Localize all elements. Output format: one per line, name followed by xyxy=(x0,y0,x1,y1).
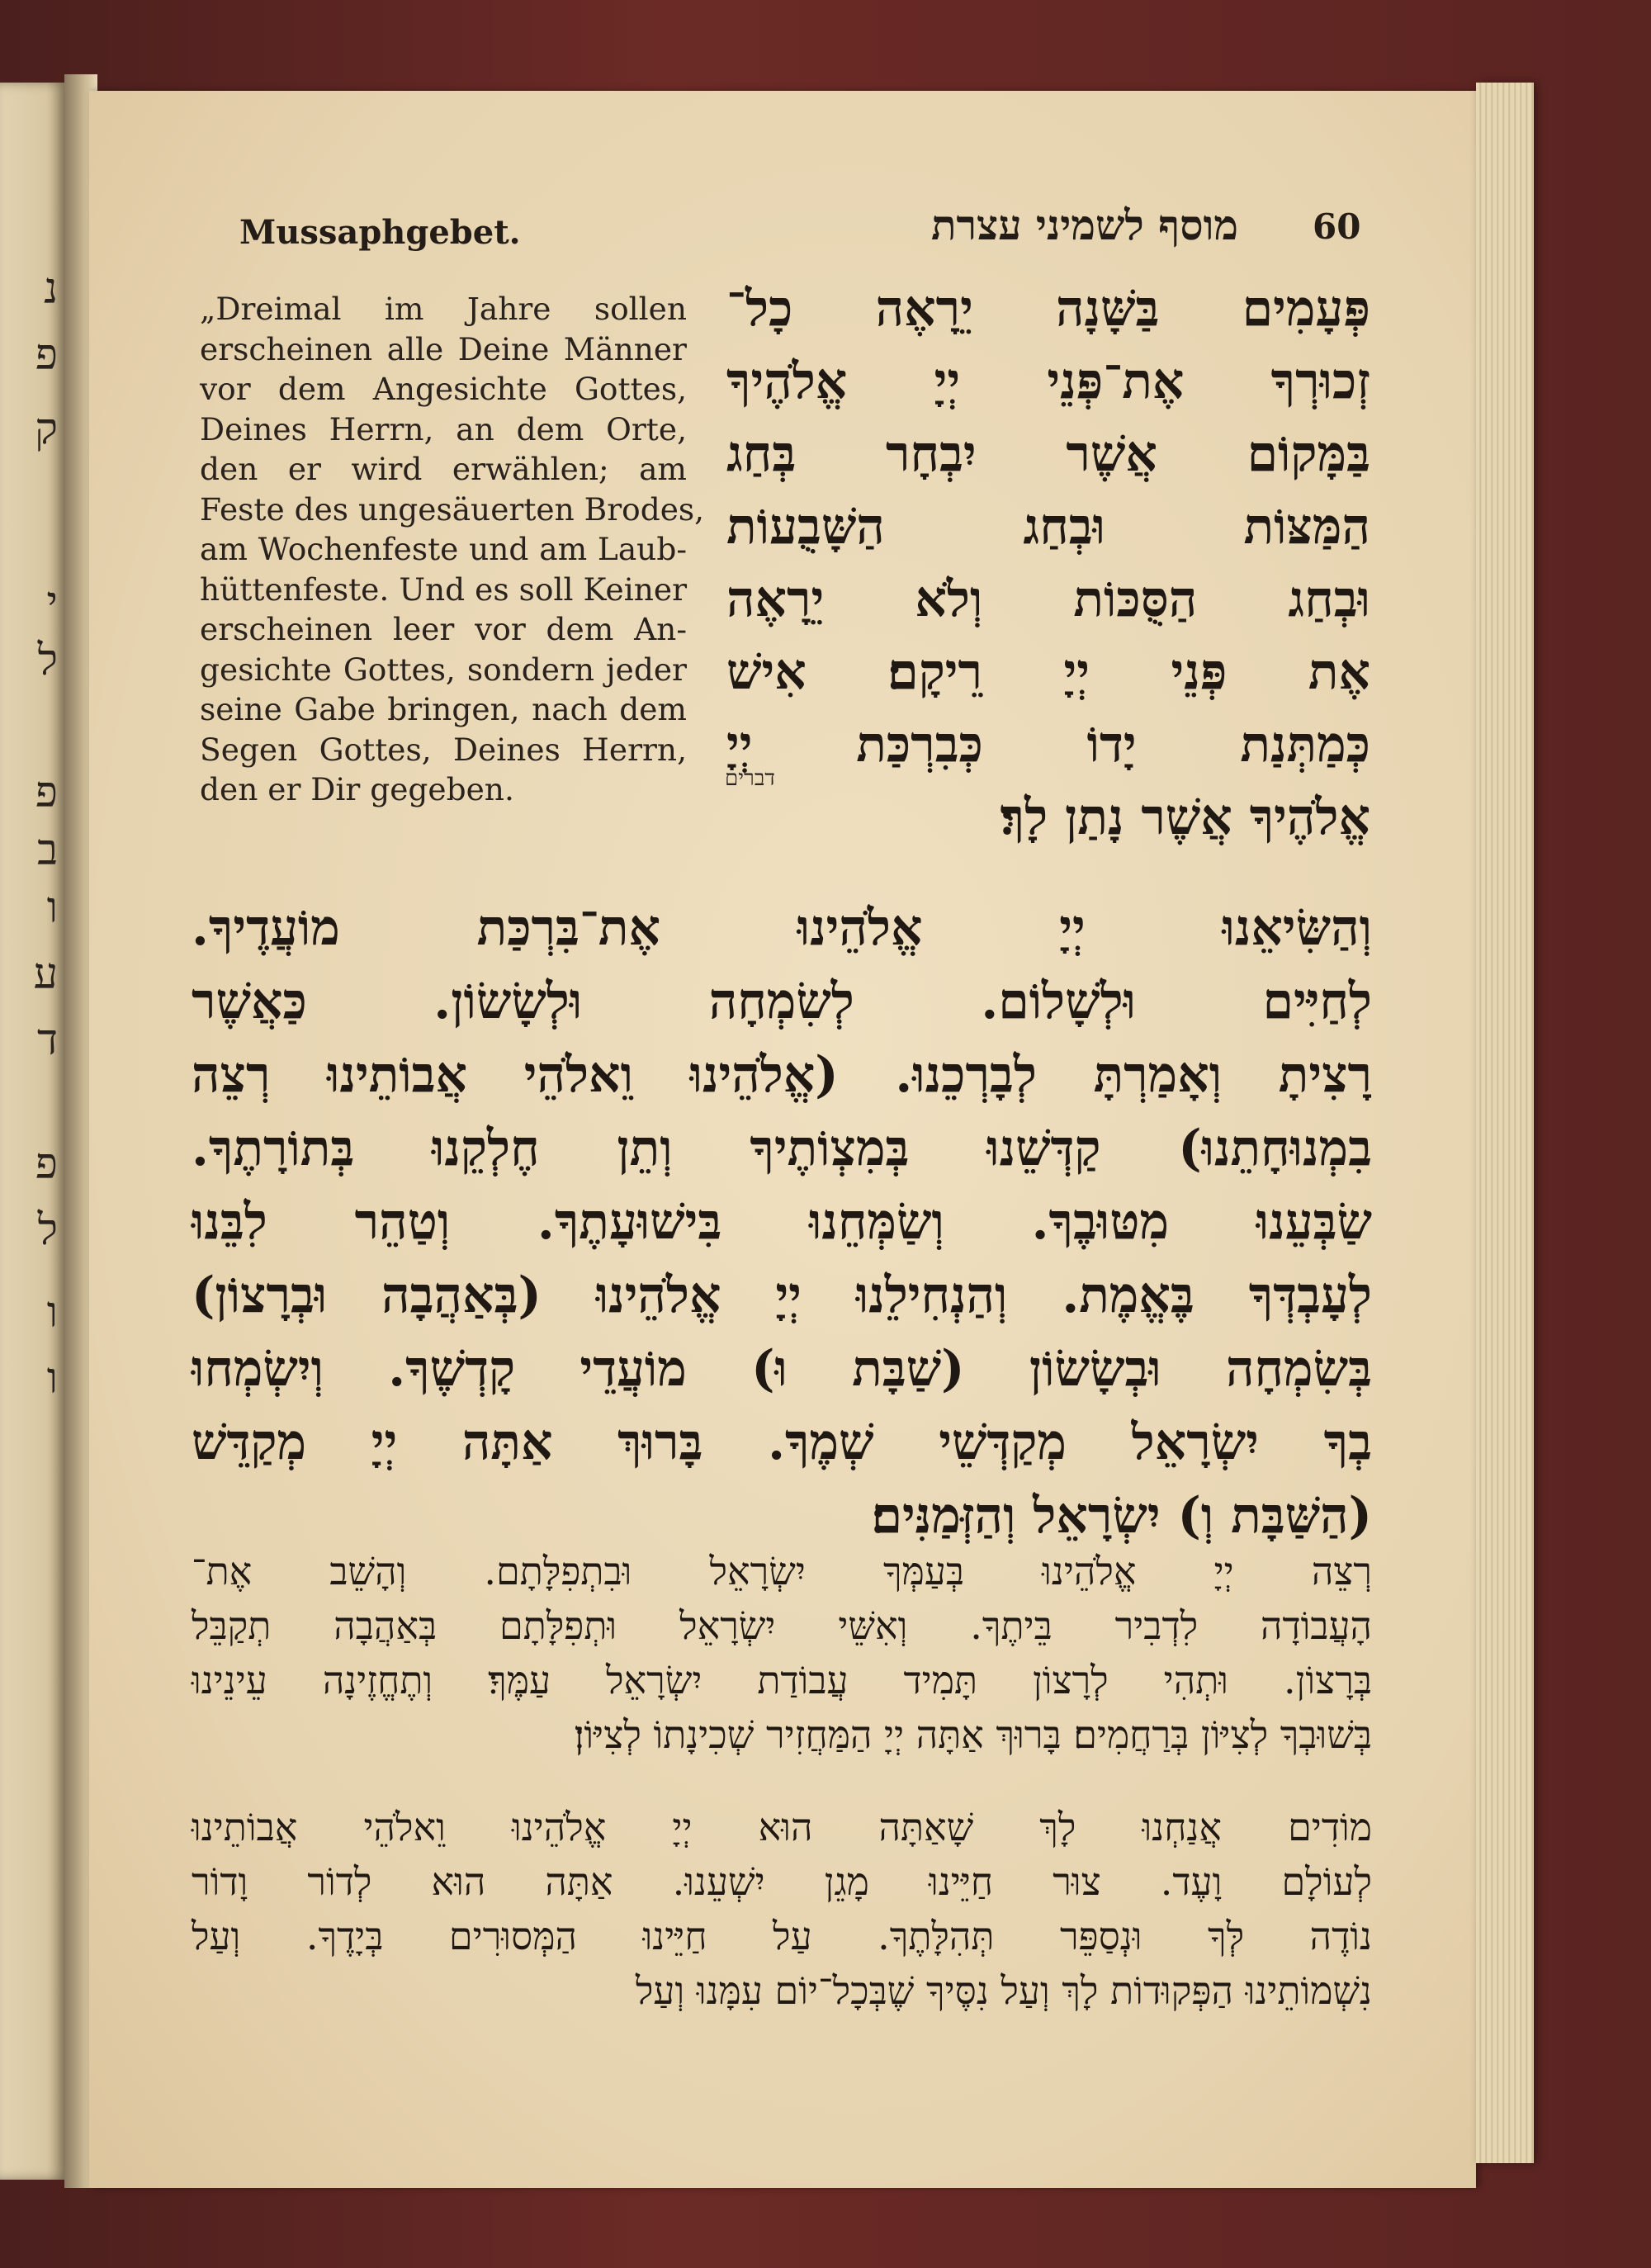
left-page-fragment: ו xyxy=(46,1354,58,1404)
verse-line: אֶת פְּנֵי יְיָ רֵיקָם׃ אִישׁ xyxy=(726,643,1370,701)
verse-line: אֱלֹהֶיךָ אֲשֶׁר נָתַן לָךְ׃ xyxy=(1000,788,1370,846)
modim-line: לְעוֹלָם וָעֶד. צוּר חַיֵּינוּ מָגֵן יִשְׁעֵנוּ. אַתָּה הוּא לְדוֹר וָדוֹר xyxy=(192,1859,1372,1904)
german-translation-line: seine Gabe bringen, nach dem xyxy=(200,691,687,727)
left-page-fragment: פ xyxy=(35,1139,58,1189)
left-page-fragment: י xyxy=(46,578,58,627)
left-page-fragment: ד xyxy=(36,1016,58,1065)
german-translation-line: am Wochenfeste und am Laub- xyxy=(200,531,687,567)
left-page-fragment: ע xyxy=(33,949,58,999)
german-translation xyxy=(200,289,705,810)
verse-line: כְּמַתְּנַת יָדוֹ כְּבִרְכַּת יְיָ xyxy=(726,716,1370,774)
german-translation-line: erscheinen leer vor dem An- xyxy=(200,611,687,647)
main-prayer-line: לְעָבְדְּךָ בֶּאֱמֶת. וְהַנְחִילֵנוּ יְיָ אֱלֹהֵינוּ (בְּאַהֲבָה וּבְרָצוֹן) xyxy=(192,1267,1372,1324)
verse-line: וּבְחַג הַסֻּכּוֹת וְלֹא יֵרָאֶה xyxy=(726,571,1370,628)
main-prayer-line: בִמְנוּחָתֵנוּ) קַדְּשֵׁנוּ בְּמִצְוֹתֶיךָ וְתֵן חֶלְקֵנוּ בְּתוֹרָתֶךָ. xyxy=(192,1120,1372,1177)
main-prayer-line: (הַשַּׁבָּת וְ) יִשְׂרָאֵל וְהַזְּמַנִּים׃ xyxy=(871,1487,1372,1545)
german-translation-line: den er Dir gegeben. xyxy=(200,771,514,807)
german-translation-line: den er wird erwählen; am xyxy=(200,451,687,487)
left-page-fragment: פ xyxy=(35,330,58,380)
verse-line: בַּמָּקוֹם אֲשֶׁר יִבְחָר בְּחַג xyxy=(726,425,1370,483)
verse-line: הַמַּצּוֹת וּבְחַג הַשָּׁבֻעוֹת xyxy=(726,498,1370,556)
german-translation-line: Segen Gottes, Deines Herrn, xyxy=(200,731,687,768)
modim-line: מוֹדִים אֲנַחְנוּ לָךְ שָׁאַתָּה הוּא יְיָ אֱלֹהֵינוּ וֵאלֹהֵי אֲבוֹתֵינוּ xyxy=(192,1805,1372,1849)
left-page-fragment: ל xyxy=(37,1205,58,1255)
retzeh-line: בְּשׁוּבְךָ לְצִיּוֹן בְּרַחֲמִים׃ בָּרוּךְ אַתָּה יְיָ הַמַּחֲזִיר שְׁכִינָתוֹ לְצִיּוֹן׃ xyxy=(574,1712,1372,1757)
modim-paragraph xyxy=(192,1800,1372,2018)
left-page-fragment: ו xyxy=(46,883,58,933)
main-prayer-line: שַׂבְּעֵנוּ מִטּוּבֶךָ. וְשַׂמְּחֵנוּ בִּישׁוּעָתֶךָ. וְטַהֵר לִבֵּנוּ xyxy=(192,1193,1372,1251)
left-page-edge xyxy=(0,83,66,2180)
german-translation-line: gesichte Gottes, sondern jeder xyxy=(200,651,687,688)
left-page-fragment: ו xyxy=(46,1288,58,1338)
german-running-header: Mussaphgebet. xyxy=(239,213,521,252)
main-prayer-line: וְהַשִּׂיאֵנוּ יְיָ אֱלֹהֵינוּ אֶת־בִּרְכַּת מוֹעֲדֶיךָ. xyxy=(192,899,1372,957)
retzeh-paragraph xyxy=(192,1544,1372,1762)
german-translation-line: Deines Herrn, an dem Orte, xyxy=(200,410,687,447)
verse-line: זְכוּרְךָ אֶת־פְּנֵי יְיָ אֱלֹהֶיךָ xyxy=(726,353,1370,410)
left-page-fragment: ק xyxy=(35,405,58,454)
german-translation-line: Feste des ungesäuerten Brodes, xyxy=(200,490,705,528)
german-translation-line: erscheinen alle Deine Männer xyxy=(200,330,687,367)
hebrew-verse xyxy=(726,272,1370,854)
page-edges xyxy=(1476,83,1534,2163)
main-prayer-line: בְּשִׂמְחָה וּבְשָׂשׂוֹן (שַׁבָּת וּ) מוֹעֲדֵי קָדְשֶׁךָ. וְיִשְׂמְחוּ xyxy=(192,1340,1372,1398)
hebrew-running-header: מוסף לשמיני עצרת xyxy=(930,201,1238,249)
german-translation-line: „Dreimal im Jahre sollen xyxy=(200,291,687,327)
verse-source-note: דברים xyxy=(725,766,775,791)
left-page-fragment: ב xyxy=(36,826,58,875)
left-page-fragment: נ xyxy=(44,264,58,314)
verse-line: פְּעָמִים בַּשָּׁנָה יֵרָאֶה כָל־ xyxy=(726,280,1370,338)
retzeh-line: רְצֵה יְיָ אֱלֹהֵינוּ בְּעַמְּךָ יִשְׂרָאֵל וּבִתְפִלָּתָם. וְהָשֵׁב אֶת־ xyxy=(192,1549,1372,1593)
modim-line: נִשְׁמוֹתֵינוּ הַפְּקוּדוֹת לָךְ וְעַל נִסֶּיךָ שֶׁבְּכָל־יוֹם עִמָּנוּ וְעַל xyxy=(635,1968,1372,2013)
main-prayer-line: בְךָ יִשְׂרָאֵל מְקַדְּשֵׁי שְׁמֶךָ. בָּרוּךְ אַתָּה יְיָ מְקַדֵּשׁ xyxy=(192,1413,1372,1471)
main-prayer-line: לְחַיִּים וּלְשָׁלוֹם. לְשִׂמְחָה וּלְשָׂשׂוֹן. כַּאֲשֶׁר xyxy=(192,973,1372,1030)
page-number: 60 xyxy=(1313,206,1361,247)
retzeh-line: הָעֲבוֹדָה לִדְבִיר בֵּיתֶךָ. וְאִשֵּׁי יִשְׂרָאֵל וּתְפִלָּתָם בְּאַהֲבָה תְקַבֵּל xyxy=(192,1603,1372,1648)
modim-line: נוֹדֶה לְּךָ וּנְסַפֵּר תְּהִלָּתֶךָ. עַל חַיֵּינוּ הַמְּסוּרִים בְּיָדֶךָ. וְעַל xyxy=(192,1914,1372,1958)
german-translation-line: hüttenfeste. Und es soll Keiner xyxy=(200,571,687,608)
left-page-fragment: פ xyxy=(35,768,58,817)
main-prayer-line: רָצִיתָ וְאָמַרְתָּ לְבָרְכֵנוּ. (אֱלֹהֵינוּ וֵאלֹהֵי אֲבוֹתֵינוּ רְצֵה xyxy=(192,1046,1372,1104)
retzeh-line: בְּרָצוֹן. וּתְהִי לְרָצוֹן תָּמִיד עֲבוֹדַת יִשְׂרָאֵל עַמֶּךָ׃ וְתֶחֱזֶינָה עֵינֵינוּ xyxy=(192,1658,1372,1702)
main-prayer-paragraph xyxy=(192,892,1372,1553)
german-translation-line: vor dem Angesichte Gottes, xyxy=(200,371,687,407)
left-page-fragment: ל xyxy=(37,636,58,685)
